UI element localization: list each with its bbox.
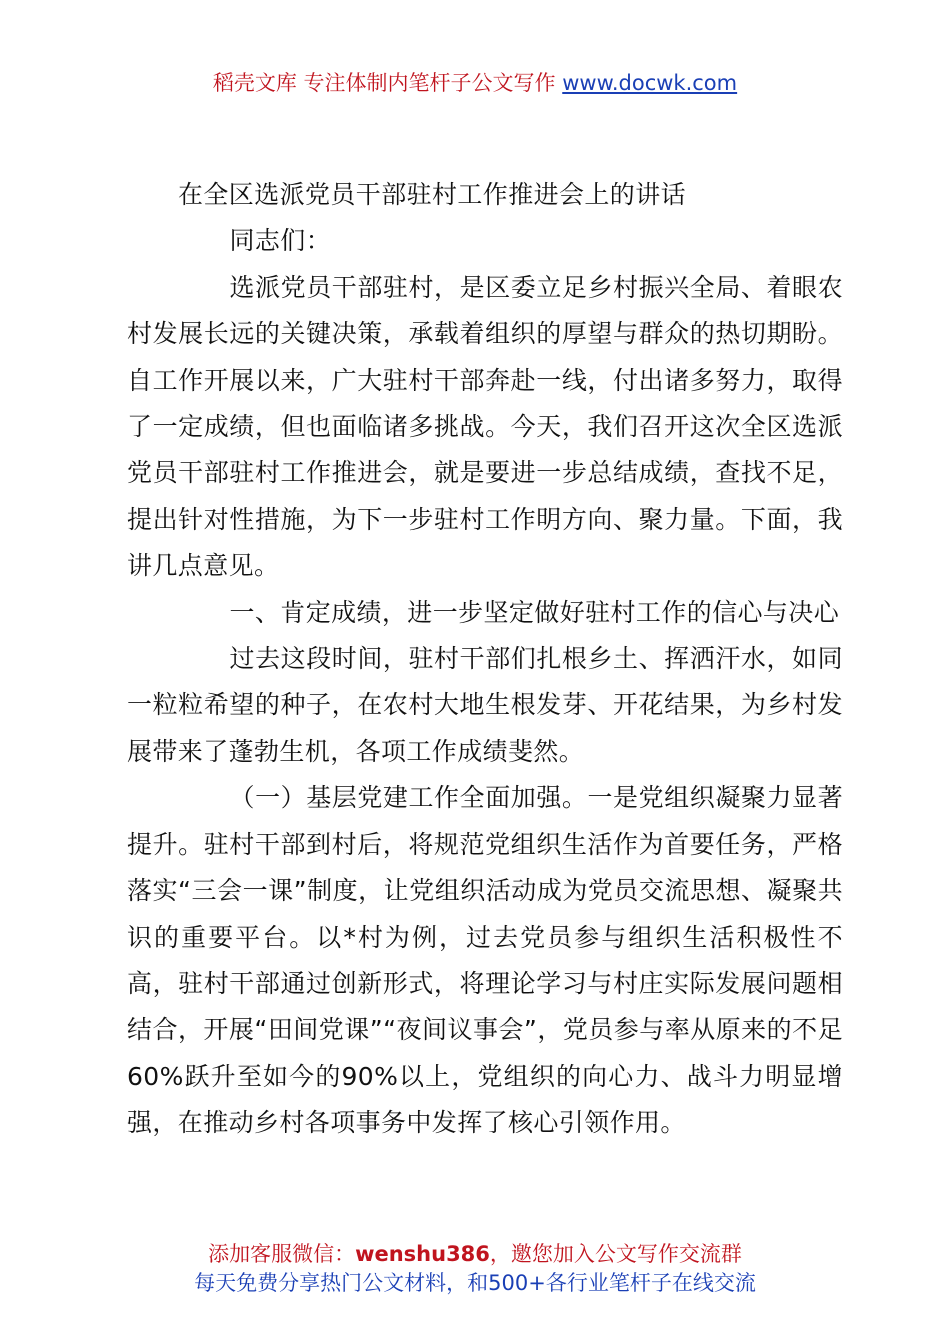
paragraph-section-1: 过去这段时间，驻村干部们扎根乡土、挥洒汗水，如同一粒粒希望的种子，在农村大地生根发芽、开花结果，为乡村发展带来了蓬勃生机，各项工作成绩斐然。 [127, 644, 843, 766]
footer-line-1 [0, 1240, 950, 1269]
page-footer [0, 1240, 950, 1298]
footer-line-2: 每天免费分享热门公文材料，和500+各行业笔杆子在线交流 [194, 1271, 756, 1295]
greeting: 同志们： [229, 226, 332, 256]
header-url-link[interactable]: www.docwk.com [562, 71, 738, 95]
footer-wechat-prefix: 添加客服微信： [208, 1242, 356, 1266]
paragraph-subsection-1: （一）基层党建工作全面加强。一是党组织凝聚力显著提升。驻村干部到村后，将规范党组织生活作为首要任务，严格落实“三会一课”制度，让党组织活动成为党员交流思想、凝聚共识的重要平台。以*村为例，过去党员参与组织生活积极性不高，驻村干部通过创新形式，将理论学习与村庄实际发展问题相结合，开展“田间党课”“夜间议事会”，党员参与率从原来的不足60%跃升至如今的90%以上，党组织的向心力、战斗力明显增强，在推动乡村各项事务中发挥了核心引领作用。 [127, 783, 843, 1138]
document-title: 在全区选派党员干部驻村工作推进会上的讲话 [178, 180, 687, 209]
document-body [127, 172, 843, 1147]
footer-wechat-suffix: ，邀您加入公文写作交流群 [489, 1242, 742, 1266]
header-brand-text: 稻壳文库 专注体制内笔杆子公文写作 [212, 71, 556, 95]
section-heading-1: 一、肯定成绩，进一步坚定做好驻村工作的信心与决心 [229, 597, 840, 627]
paragraph-intro: 选派党员干部驻村，是区委立足乡村振兴全局、着眼农村发展长远的关键决策，承载着组织的厚望与群众的热切期盼。自工作开展以来，广大驻村干部奔赴一线，付出诸多努力，取得了一定成绩，但也面临诸多挑战。今天，我们召开这次全区选派党员干部驻村工作推进会，就是要进一步总结成绩，查找不足，提出针对性措施，为下一步驻村工作明方向、聚力量。下面，我讲几点意见。 [127, 272, 843, 581]
page-header [0, 68, 950, 98]
footer-wechat-id: wenshu386 [355, 1242, 490, 1266]
